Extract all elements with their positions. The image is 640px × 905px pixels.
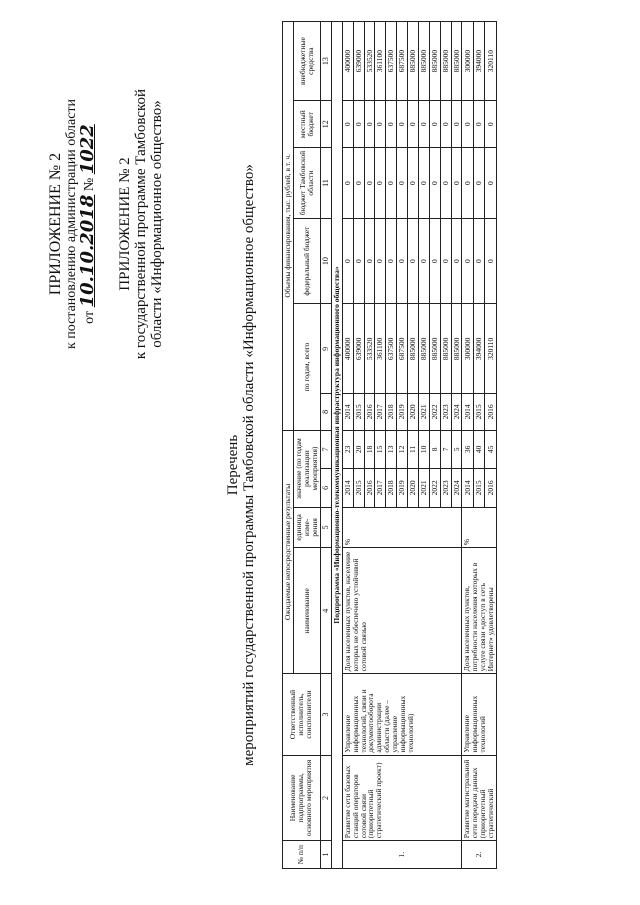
funding-regional: 0 [397, 148, 408, 219]
row-number: 2. [462, 841, 497, 869]
funding-extrabudgetary: 885000 [451, 22, 462, 101]
result-year: 2020 [408, 469, 419, 508]
date-prefix: от [82, 310, 98, 324]
funding-regional: 0 [386, 148, 397, 219]
appendix2-line3: области «Информационное общество» [148, 100, 165, 348]
row-number: 1. [342, 841, 462, 869]
funding-federal: 0 [418, 218, 429, 304]
header-value: значение (по годам реализации мероприятия) [293, 430, 320, 507]
appendix2-title: ПРИЛОЖЕНИЕ № 2 [117, 157, 133, 291]
funding-local: 0 [440, 101, 451, 148]
funding-federal: 0 [473, 218, 485, 304]
result-year: 2016 [364, 469, 375, 508]
result-name: Доля населенных пунктов, потребности населения которых в услуге связи «доступ в сеть Интернет» удовлетворены [462, 548, 497, 674]
funding-regional: 0 [451, 148, 462, 219]
result-value: 5 [451, 430, 462, 469]
result-value: 8 [429, 430, 440, 469]
funding-total: 400000 [342, 304, 353, 394]
funding-regional: 0 [462, 148, 474, 219]
index-cell: 4 [320, 548, 331, 674]
funding-local: 0 [485, 101, 497, 148]
index-cell: 5 [320, 507, 331, 548]
result-year: 2022 [429, 469, 440, 508]
result-year: 2015 [353, 469, 364, 508]
header-unit: единица изме-рения [293, 507, 320, 548]
result-unit: % [462, 507, 497, 548]
header-result-name: наименование [293, 548, 320, 674]
funding-year: 2015 [473, 394, 485, 430]
funding-total: 320110 [485, 304, 497, 394]
appendix2-line2: к государственной программе Тамбовской [132, 88, 149, 360]
funding-year: 2017 [375, 394, 386, 430]
header-fund-federal: федеральный бюджет [293, 218, 320, 304]
table-row [342, 22, 353, 869]
result-value: 40 [473, 430, 485, 469]
index-cell: 7 [320, 430, 331, 469]
handwritten-date: 10.10.2018 [77, 194, 99, 308]
funding-local: 0 [418, 101, 429, 148]
title-subheading: мероприятий государственной программы Тамбовской области «Информационное общество» [240, 164, 257, 766]
header-fund-extra: внебюджетные средства [293, 22, 320, 101]
result-year: 2017 [375, 469, 386, 508]
result-year: 2016 [485, 469, 497, 508]
appendix-header-1 [48, 14, 98, 434]
funding-federal: 0 [364, 218, 375, 304]
funding-extrabudgetary: 885000 [440, 22, 451, 101]
funding-extrabudgetary: 320110 [485, 22, 497, 101]
funding-regional: 0 [342, 148, 353, 219]
funding-year: 2022 [429, 394, 440, 430]
funding-federal: 0 [485, 218, 497, 304]
funding-total: 300000 [462, 304, 474, 394]
funding-total: 687500 [397, 304, 408, 394]
funding-federal: 0 [451, 218, 462, 304]
funding-local: 0 [462, 101, 474, 148]
funding-total: 639000 [353, 304, 364, 394]
funding-total: 885000 [429, 304, 440, 394]
funding-federal: 0 [353, 218, 364, 304]
funding-year: 2014 [462, 394, 474, 430]
index-cell: 12 [320, 101, 331, 148]
funding-total: 394000 [473, 304, 485, 394]
header-num: № п/п [283, 841, 321, 869]
document-title [226, 105, 258, 825]
funding-local: 0 [364, 101, 375, 148]
result-year: 2019 [397, 469, 408, 508]
appendix-header-2 [118, 14, 165, 434]
funding-regional: 0 [473, 148, 485, 219]
funding-extrabudgetary: 300000 [462, 22, 474, 101]
funding-federal: 0 [462, 218, 474, 304]
title-heading: Перечень [225, 434, 241, 496]
header-name: Наименование подпрограммы, основного мероприятия [283, 755, 321, 841]
funding-extrabudgetary: 885000 [408, 22, 419, 101]
result-value: 12 [397, 430, 408, 469]
funding-local: 0 [375, 101, 386, 148]
result-year: 2014 [462, 469, 474, 508]
result-value: 11 [408, 430, 419, 469]
measure-name: Развитие магистральной сети передачи данных (приоритетный стратегический [462, 755, 497, 841]
funding-federal: 0 [429, 218, 440, 304]
funding-federal: 0 [397, 218, 408, 304]
funding-local: 0 [386, 101, 397, 148]
funding-total: 885000 [440, 304, 451, 394]
result-year: 2018 [386, 469, 397, 508]
funding-extrabudgetary: 639000 [353, 22, 364, 101]
funding-local: 0 [397, 101, 408, 148]
funding-year: 2023 [440, 394, 451, 430]
responsible-executor: Управление информационных технологий [462, 674, 497, 755]
funding-year: 2018 [386, 394, 397, 430]
index-cell: 10 [320, 218, 331, 304]
funding-extrabudgetary: 394000 [473, 22, 485, 101]
handwritten-number: 1022 [77, 124, 99, 175]
result-year: 2014 [342, 469, 353, 508]
funding-federal: 0 [375, 218, 386, 304]
index-cell: 13 [320, 22, 331, 101]
funding-regional: 0 [418, 148, 429, 219]
funding-year: 2021 [418, 394, 429, 430]
result-name: Доля населенных пунктов, население которых не обеспечено устойчивой сотовой связью [342, 548, 462, 674]
funding-federal: 0 [408, 218, 419, 304]
number-prefix: № [82, 177, 98, 192]
funding-extrabudgetary: 400000 [342, 22, 353, 101]
result-year: 2015 [473, 469, 485, 508]
funding-total: 637500 [386, 304, 397, 394]
index-row [320, 22, 331, 869]
result-value: 15 [375, 430, 386, 469]
result-value: 20 [353, 430, 364, 469]
funding-total: 361100 [375, 304, 386, 394]
funding-extrabudgetary: 885000 [418, 22, 429, 101]
funding-extrabudgetary: 687500 [397, 22, 408, 101]
appendix-title: ПРИЛОЖЕНИЕ № 2 [47, 152, 64, 296]
funding-total: 885000 [408, 304, 419, 394]
result-value: 36 [462, 430, 474, 469]
result-value: 23 [342, 430, 353, 469]
funding-total: 533520 [364, 304, 375, 394]
appendix-date-line [79, 14, 98, 434]
funding-regional: 0 [440, 148, 451, 219]
funding-extrabudgetary: 885000 [429, 22, 440, 101]
funding-regional: 0 [364, 148, 375, 219]
header-fund-local: местный бюджет [293, 101, 320, 148]
funding-regional: 0 [408, 148, 419, 219]
funding-year: 2019 [397, 394, 408, 430]
header-results: Ожидаемые непосредственные результаты [283, 430, 294, 674]
index-cell: 6 [320, 469, 331, 508]
subprogram-title: Подпрограмма «Информационно-телекоммуникационная инфраструктура информационного общества» [331, 22, 342, 869]
funding-regional: 0 [353, 148, 364, 219]
funding-local: 0 [342, 101, 353, 148]
funding-total: 885000 [451, 304, 462, 394]
funding-year: 2016 [485, 394, 497, 430]
funding-year: 2020 [408, 394, 419, 430]
result-value: 10 [418, 430, 429, 469]
result-value: 7 [440, 430, 451, 469]
index-cell: 1 [320, 841, 331, 869]
funding-extrabudgetary: 361100 [375, 22, 386, 101]
funding-federal: 0 [440, 218, 451, 304]
funding-extrabudgetary: 637500 [386, 22, 397, 101]
header-responsible: Ответственный исполнитель, соисполнители [283, 674, 321, 755]
funding-total: 885000 [418, 304, 429, 394]
header-fund-total: по годам, всего [293, 304, 320, 430]
result-year: 2021 [418, 469, 429, 508]
funding-local: 0 [451, 101, 462, 148]
funding-extrabudgetary: 533520 [364, 22, 375, 101]
funding-local: 0 [473, 101, 485, 148]
index-cell: 3 [320, 674, 331, 755]
funding-local: 0 [408, 101, 419, 148]
funding-year: 2024 [451, 394, 462, 430]
header-funding: Объемы финансирования, тыс. рублей, в т. ч. [283, 22, 294, 431]
measure-name: Развитие сети базовых станций операторов сотовой связи (приоритетный стратегический проект) [342, 755, 462, 841]
funding-local: 0 [353, 101, 364, 148]
funding-federal: 0 [386, 218, 397, 304]
table-row [462, 22, 474, 869]
measures-table [282, 21, 497, 869]
index-cell: 2 [320, 755, 331, 841]
index-cell: 8 [320, 394, 331, 430]
funding-year: 2015 [353, 394, 364, 430]
header-fund-regional: бюджет Тамбовской области [293, 148, 320, 219]
result-value: 18 [364, 430, 375, 469]
result-unit: % [342, 507, 462, 548]
index-cell: 11 [320, 148, 331, 219]
funding-regional: 0 [485, 148, 497, 219]
funding-year: 2016 [364, 394, 375, 430]
result-year: 2024 [451, 469, 462, 508]
funding-local: 0 [429, 101, 440, 148]
funding-federal: 0 [342, 218, 353, 304]
appendix-subtitle: к постановлению администрации области [63, 98, 79, 350]
funding-regional: 0 [429, 148, 440, 219]
result-year: 2023 [440, 469, 451, 508]
index-cell: 9 [320, 304, 331, 394]
result-value: 13 [386, 430, 397, 469]
funding-year: 2014 [342, 394, 353, 430]
responsible-executor: Управление информационных технологий, связи и документооборота администрации области (далее – управление информационных технологий) [342, 674, 462, 755]
funding-regional: 0 [375, 148, 386, 219]
result-value: 45 [485, 430, 497, 469]
